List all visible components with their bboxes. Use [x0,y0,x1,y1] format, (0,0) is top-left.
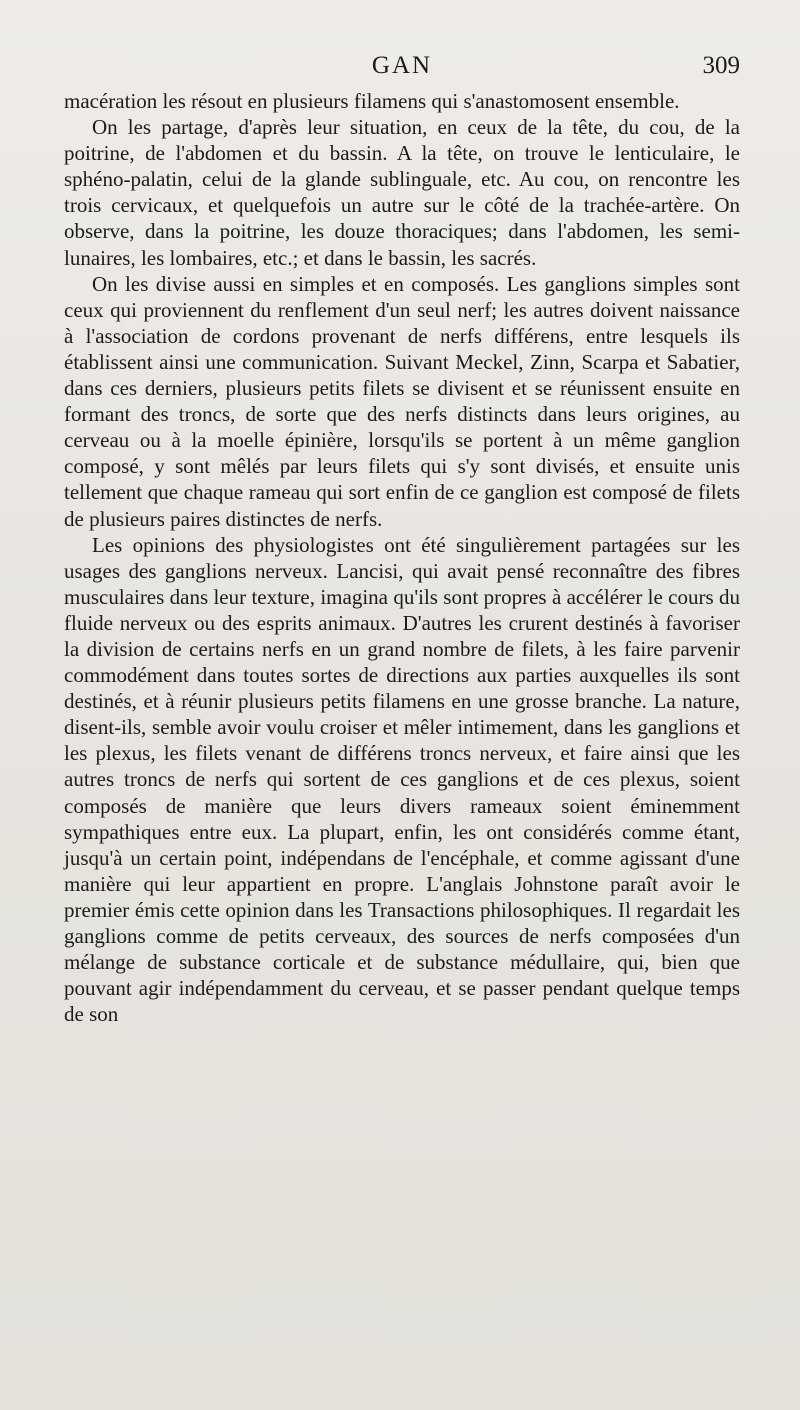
paragraph-divise: On les divise aussi en simples et en composés. Les ganglions simples sont ceux qui proviennent du renflement d'un seul nerf; les autres doivent naissance à l'association de cordons provenant de nerfs différens, entre lesquels ils établissent ainsi une communication. Suivant Meckel, Zinn, Scarpa et Sabatier, dans ces derniers, plusieurs petits filets se divisent et se réunissent ensuite en formant des troncs, de sorte que des nerfs distincts dans leurs origines, au cerveau ou à la moelle épinière, lorsqu'ils se portent à un même ganglion composé, y sont mêlés par leurs filets qui s'y sont divisés, et ensuite unis tellement que chaque rameau qui sort enfin de ce ganglion est composé de filets de plusieurs paires distinctes de nerfs. [64,271,740,531]
page-number: 309 [702,52,740,79]
paragraph-opinions: Les opinions des physiologistes ont été singulièrement partagées sur les usages des ganglions nerveux. Lancisi, qui avait pensé reconnaître des fibres musculaires dans leur texture, imagina qu'ils sont propres à accélérer le cours du fluide nerveux ou des esprits animaux. D'autres les crurent destinés à favoriser la division de certains nerfs en un grand nombre de filets, à les faire parvenir commodément dans toutes sortes de directions aux parties auxquelles ils sont destinés, et à réunir plusieurs petits filamens en une grosse branche. La nature, disent-ils, semble avoir voulu croiser et mêler intimement, dans les ganglions et les plexus, les filets venant de différens troncs nerveux, et faire ainsi que les autres troncs de nerfs qui sortent de ces ganglions et de ces plexus, soient composés de manière que leurs divers rameaux soient éminemment sympathiques entre eux. La plupart, enfin, les ont considérés comme étant, jusqu'à un certain point, indépendans de l'encéphale, et comme agissant d'une manière qui leur appartient en propre. L'anglais Johnstone paraît avoir le premier émis cette opinion dans les Transactions philosophiques. Il regardait les ganglions comme de petits cerveaux, des sources de nerfs composées d'un mélange de substance corticale et de substance médullaire, qui, bien que pouvant agir indépendamment du cerveau, et se passer pendant quelque temps de son [64,532,740,1027]
running-head: GAN [371,52,433,79]
paragraph-partage: On les partage, d'après leur situation, en ceux de la tête, du cou, de la poitrine, de l'abdomen et du bassin. A la tête, on trouve le lenticulaire, le sphéno-palatin, celui de la glande sublinguale, etc. Au cou, on rencontre les trois cervicaux, et quelquefois un autre sur le côté de la trachée-artère. On observe, dans la poitrine, les douze thoraciques; dans l'abdomen, les semi-lunaires, les lombaires, etc.; et dans le bassin, les sacrés. [64,115,740,270]
paragraph-continuation: macération les résout en plusieurs filamens qui s'anastomosent ensemble. [64,89,680,113]
body-text [64,88,740,1027]
page-header [64,52,740,92]
